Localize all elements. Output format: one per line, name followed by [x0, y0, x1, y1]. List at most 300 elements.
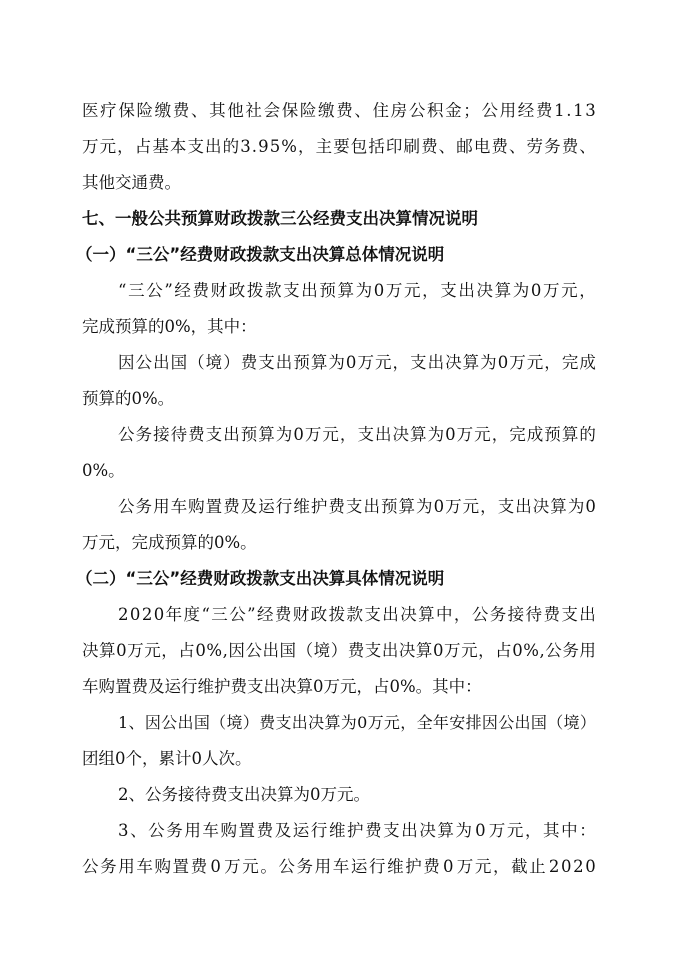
glyph: 支	[258, 353, 275, 372]
glyph: 算	[337, 281, 354, 300]
glyph: 境	[563, 713, 580, 732]
glyph: 万	[385, 281, 403, 300]
glyph: 经	[256, 605, 274, 624]
glyph: 元	[404, 281, 421, 300]
glyph: 为	[512, 281, 530, 300]
glyph: 置	[238, 821, 256, 840]
glyph: 购	[220, 821, 237, 840]
glyph: 支	[440, 281, 457, 300]
glyph: 的	[579, 425, 596, 444]
glyph: 务	[544, 137, 561, 156]
glyph: 公	[498, 713, 515, 732]
glyph: ”	[164, 281, 173, 300]
subsection-heading: （二）“三公”经费财政拨款支出决算具体情况说明	[76, 569, 445, 588]
glyph: 财	[210, 281, 228, 300]
glyph: 、	[579, 137, 596, 156]
glyph: ，	[453, 605, 471, 624]
glyph: 算	[310, 353, 328, 372]
glyph: 用	[499, 101, 517, 120]
glyph: 刷	[403, 137, 420, 156]
glyph: 决	[532, 497, 550, 516]
glyph: 出	[301, 281, 318, 300]
glyph: 万	[444, 641, 461, 660]
glyph: 万	[367, 713, 384, 732]
glyph: 元	[462, 497, 480, 516]
glyph: 0	[585, 497, 596, 516]
glyph: 元	[322, 425, 339, 444]
glyph: 护	[310, 497, 328, 516]
glyph: ，	[339, 425, 357, 444]
glyph: 算	[561, 425, 579, 444]
glyph: 行	[310, 821, 328, 840]
glyph: 决	[400, 605, 417, 624]
glyph: 要	[333, 137, 350, 156]
glyph: %	[281, 137, 297, 156]
glyph: 费	[188, 425, 205, 444]
glyph: 为	[275, 425, 293, 444]
glyph: 费	[172, 101, 190, 120]
glyph: 出	[205, 137, 222, 156]
glyph: 为	[340, 713, 357, 732]
glyph: 境	[205, 353, 223, 372]
glyph: 0	[116, 641, 127, 660]
glyph: 算	[398, 497, 415, 516]
glyph: 运	[350, 857, 368, 876]
glyph: 0	[195, 641, 206, 660]
glyph: 接	[507, 605, 525, 624]
glyph: 公	[135, 353, 153, 372]
glyph: 车	[170, 497, 188, 516]
glyph: 三	[211, 605, 228, 624]
glyph: .	[566, 101, 572, 120]
glyph: ，	[524, 821, 542, 840]
glyph: 决	[82, 641, 99, 660]
glyph: .	[251, 137, 258, 156]
glyph: 为	[328, 353, 345, 372]
text-line	[118, 352, 596, 374]
glyph: 完	[509, 425, 526, 444]
glyph: 支	[410, 353, 427, 372]
text-line	[118, 712, 596, 734]
glyph: 括	[368, 137, 385, 156]
glyph: 费	[491, 137, 508, 156]
glyph: ，	[161, 641, 178, 660]
glyph: 支	[357, 425, 374, 444]
glyph: ，	[579, 281, 596, 300]
glyph: 维	[328, 821, 346, 840]
glyph: 社	[245, 101, 262, 120]
glyph: 0	[530, 281, 542, 300]
glyph: 成	[579, 353, 596, 372]
glyph: 万	[445, 497, 462, 516]
glyph: 完	[561, 353, 579, 372]
glyph: 预	[319, 281, 336, 300]
glyph: ，	[491, 425, 509, 444]
glyph: 元	[383, 713, 400, 732]
glyph: 待	[170, 425, 188, 444]
glyph: 0	[475, 821, 486, 840]
glyph: 决	[445, 353, 462, 372]
glyph: 算	[437, 821, 454, 840]
glyph: 公	[118, 425, 135, 444]
glyph: 财	[292, 605, 310, 624]
glyph: 算	[462, 353, 480, 372]
glyph: （	[296, 641, 314, 660]
glyph: 置	[205, 497, 223, 516]
glyph: 护	[347, 821, 364, 840]
glyph: 支	[187, 137, 204, 156]
glyph: 国	[170, 353, 188, 372]
glyph: 出	[262, 641, 279, 660]
glyph: 车	[332, 857, 350, 876]
glyph: 会	[263, 101, 281, 120]
glyph: 成	[526, 425, 544, 444]
glyph: 0	[373, 281, 385, 300]
glyph: 缴	[318, 101, 335, 120]
glyph: 为	[480, 353, 497, 372]
glyph: 0	[129, 605, 141, 624]
glyph: 0	[432, 641, 444, 660]
glyph: 出	[427, 353, 445, 372]
glyph: 决	[419, 821, 436, 840]
glyph: ，	[117, 137, 134, 156]
glyph: 公	[278, 857, 295, 876]
glyph: 国	[193, 713, 210, 732]
glyph: 主	[315, 137, 333, 156]
glyph: 预	[293, 353, 310, 372]
glyph: 款	[265, 281, 282, 300]
glyph: 出	[515, 497, 532, 516]
glyph: 用	[314, 857, 332, 876]
glyph: ）	[330, 641, 348, 660]
glyph: 务	[135, 425, 153, 444]
glyph: 3	[240, 137, 251, 156]
glyph: ，	[478, 641, 495, 660]
glyph: 费	[365, 821, 382, 840]
glyph: 0	[512, 641, 523, 660]
glyph: 险	[136, 101, 153, 120]
glyph: 为	[416, 497, 433, 516]
glyph: 费	[223, 497, 240, 516]
glyph: ，	[392, 353, 409, 372]
glyph: 出	[177, 713, 194, 732]
glyph: 出	[223, 425, 240, 444]
glyph: 2	[573, 857, 584, 876]
glyph: 电	[473, 137, 491, 156]
glyph: 元	[242, 857, 259, 876]
text-line	[118, 604, 596, 626]
glyph: 三	[128, 281, 145, 300]
glyph: ，	[544, 353, 561, 372]
text-line: 团组0个，累计0人次。	[82, 749, 252, 768]
glyph: ，	[422, 281, 439, 300]
glyph: （	[210, 713, 227, 732]
glyph: 公	[481, 101, 498, 120]
glyph: 出	[382, 605, 399, 624]
glyph: 决	[476, 281, 493, 300]
glyph: 公	[245, 641, 262, 660]
glyph: 公	[229, 605, 246, 624]
text-line	[82, 856, 596, 878]
glyph: 0	[153, 605, 165, 624]
glyph: 医	[82, 101, 99, 120]
glyph: 用	[184, 821, 201, 840]
text-line	[82, 136, 596, 158]
glyph: 万	[224, 857, 241, 876]
glyph: 费	[192, 281, 209, 300]
glyph: 公	[545, 641, 562, 660]
glyph: 万	[543, 281, 560, 300]
glyph: 占	[134, 137, 152, 156]
glyph: 公	[161, 713, 178, 732]
glyph: 住	[372, 101, 389, 120]
glyph: %	[523, 641, 539, 660]
glyph: 元	[526, 353, 544, 372]
glyph: 的	[222, 137, 240, 156]
glyph: 公	[471, 605, 489, 624]
glyph: 排	[465, 713, 482, 732]
glyph: 费	[328, 497, 345, 516]
glyph: ”	[247, 605, 256, 624]
glyph: 险	[299, 101, 317, 120]
glyph: 、	[438, 137, 456, 156]
glyph: 劳	[526, 137, 544, 156]
glyph: 用	[579, 641, 596, 660]
glyph: 2	[548, 857, 560, 876]
glyph: 1	[118, 713, 129, 732]
glyph: 9	[258, 137, 269, 156]
glyph: 因	[481, 713, 498, 732]
glyph: %	[206, 641, 223, 660]
glyph: 万	[488, 821, 506, 840]
glyph: 费	[336, 101, 353, 120]
glyph: 费	[240, 353, 258, 372]
glyph: 用	[118, 857, 135, 876]
glyph: 2	[141, 605, 153, 624]
glyph: 其	[543, 821, 560, 840]
glyph: 年	[165, 605, 183, 624]
glyph: 支	[345, 497, 363, 516]
glyph: 算	[258, 425, 275, 444]
glyph: 0	[497, 353, 509, 372]
glyph: 款	[346, 605, 363, 624]
glyph: 运	[258, 497, 275, 516]
glyph: 元	[99, 137, 117, 156]
glyph: 费	[347, 641, 365, 660]
glyph: 维	[293, 497, 310, 516]
glyph: 出	[153, 353, 170, 372]
glyph: 出	[291, 713, 308, 732]
glyph: ，	[298, 137, 315, 156]
glyph: 决	[398, 641, 416, 660]
text-line	[118, 424, 596, 446]
glyph: 5	[269, 137, 281, 156]
glyph: 0	[443, 857, 454, 876]
glyph: 元	[374, 353, 392, 372]
glyph: 0	[561, 857, 572, 876]
glyph: 出	[401, 821, 418, 840]
glyph: 预	[240, 425, 258, 444]
glyph: 保	[118, 101, 135, 120]
glyph: ,	[539, 641, 545, 660]
glyph: 万	[456, 425, 474, 444]
glyph: 务	[135, 497, 153, 516]
glyph: 全	[416, 713, 433, 732]
glyph: 费	[543, 605, 560, 624]
glyph: 维	[387, 857, 404, 876]
glyph: 公	[146, 281, 163, 300]
glyph: 年	[432, 713, 449, 732]
glyph: 0	[293, 425, 304, 444]
glyph: 0	[445, 425, 456, 444]
glyph: 算	[324, 713, 341, 732]
glyph: 出	[514, 713, 531, 732]
glyph: ）	[579, 713, 596, 732]
glyph: 拨	[246, 281, 264, 300]
glyph: 金	[445, 101, 462, 120]
glyph: 元	[506, 821, 524, 840]
glyph: 0	[210, 857, 221, 876]
glyph: 及	[274, 821, 292, 840]
glyph: 万	[357, 353, 374, 372]
glyph: 万	[82, 137, 99, 156]
glyph: 0	[345, 353, 357, 372]
glyph: 支	[275, 713, 292, 732]
glyph: 购	[154, 857, 171, 876]
glyph: 政	[228, 281, 246, 300]
glyph: 公	[408, 101, 426, 120]
glyph: 中	[436, 605, 453, 624]
glyph: 万	[127, 641, 144, 660]
glyph: 安	[449, 713, 466, 732]
glyph: ，	[400, 713, 417, 732]
glyph: 及	[240, 497, 258, 516]
glyph: 务	[562, 641, 579, 660]
glyph: 。	[260, 857, 277, 876]
glyph: 、	[130, 821, 147, 840]
glyph: 元	[474, 425, 491, 444]
glyph: 支	[364, 605, 381, 624]
glyph: 印	[385, 137, 403, 156]
glyph: 公	[82, 857, 99, 876]
text-line: 车购置费及运行维护费支出决算0万元，占0%。其中：	[82, 677, 482, 696]
glyph: 拨	[328, 605, 346, 624]
glyph: 占	[495, 641, 512, 660]
glyph: 包	[350, 137, 368, 156]
glyph: 出	[458, 281, 475, 300]
glyph: 、	[508, 137, 526, 156]
text-line: 2、公务接待费支出决算为0万元。	[118, 785, 370, 804]
glyph: 3	[118, 821, 129, 840]
glyph: 费	[535, 101, 553, 120]
glyph: ，	[480, 497, 497, 516]
glyph: 经	[174, 281, 191, 300]
glyph: 公	[118, 497, 135, 516]
glyph: 占	[178, 641, 195, 660]
glyph: ）	[242, 713, 259, 732]
glyph: ：	[579, 821, 596, 840]
glyph: 费	[274, 605, 292, 624]
glyph: 支	[383, 821, 400, 840]
glyph: “	[118, 281, 127, 300]
glyph: 邮	[456, 137, 473, 156]
glyph: 元	[561, 281, 578, 300]
glyph: （	[547, 713, 564, 732]
glyph: 支	[205, 425, 223, 444]
glyph: 元	[474, 857, 492, 876]
glyph: 费	[561, 137, 579, 156]
glyph: 止	[529, 857, 546, 876]
glyph: ,	[222, 641, 228, 660]
glyph: 出	[363, 497, 380, 516]
glyph: （	[188, 353, 205, 372]
text-line	[82, 640, 596, 662]
glyph: 房	[390, 101, 408, 120]
glyph: 用	[153, 497, 170, 516]
glyph: 接	[153, 425, 170, 444]
glyph: 国	[530, 713, 547, 732]
glyph: 费	[421, 137, 438, 156]
glyph: 为	[427, 425, 445, 444]
glyph: 算	[415, 641, 433, 660]
glyph: 预	[544, 425, 561, 444]
glyph: 行	[275, 497, 293, 516]
glyph: 出	[374, 425, 392, 444]
glyph: 算	[418, 605, 435, 624]
glyph: 务	[100, 857, 117, 876]
glyph: 万	[304, 425, 322, 444]
glyph: 支	[561, 605, 578, 624]
glyph: 公	[148, 821, 165, 840]
glyph: 保	[281, 101, 299, 120]
glyph: 护	[405, 857, 422, 876]
text-line	[118, 820, 596, 842]
glyph: 、	[354, 101, 371, 120]
glyph: 0	[433, 497, 445, 516]
glyph: ；	[463, 101, 480, 120]
glyph: 支	[497, 497, 515, 516]
glyph: 境	[226, 713, 243, 732]
glyph: 车	[136, 857, 153, 876]
glyph: 费	[423, 857, 440, 876]
glyph: 出	[275, 353, 293, 372]
glyph: 万	[509, 353, 526, 372]
glyph: 3	[585, 101, 596, 120]
glyph: 1	[554, 101, 565, 120]
glyph: 度	[183, 605, 201, 624]
text-line: 0%。	[82, 461, 125, 480]
glyph: 待	[525, 605, 543, 624]
glyph: 算	[494, 281, 512, 300]
glyph: 为	[455, 821, 472, 840]
text-line	[82, 100, 596, 122]
glyph: 积	[426, 101, 444, 120]
glyph: 为	[567, 497, 585, 516]
glyph: 出	[381, 641, 399, 660]
text-line: 其他交通费。	[82, 173, 181, 192]
glyph: 中	[561, 821, 578, 840]
glyph: 疗	[100, 101, 117, 120]
glyph: ，	[492, 857, 510, 876]
glyph: 运	[292, 821, 310, 840]
glyph: 算	[99, 641, 116, 660]
glyph: 预	[380, 497, 398, 516]
glyph: 万	[456, 857, 474, 876]
glyph: 0	[357, 713, 368, 732]
glyph: 其	[209, 101, 226, 120]
glyph: 境	[313, 641, 331, 660]
glyph: 政	[310, 605, 328, 624]
